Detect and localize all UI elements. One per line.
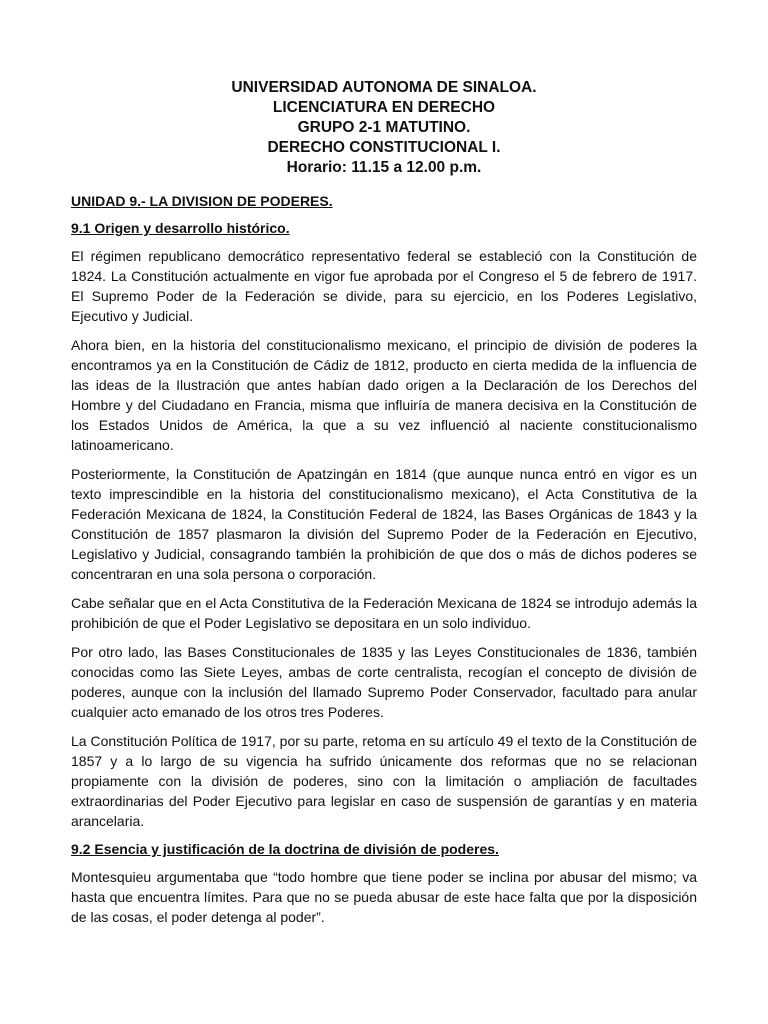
document-header bbox=[71, 78, 697, 178]
course-name: DERECHO CONSTITUCIONAL I. bbox=[267, 139, 501, 156]
paragraph: El régimen republicano democrático representativo federal se estableció con la Constitución de 1824. La Constitución actualmente en vigor fue aprobada por el Congreso el 5 de febrero de 1917. El Supremo Poder de la Federación se divide, para su ejercicio, en los Poderes Legislativo, Ejecutivo y Judicial. bbox=[71, 248, 697, 324]
paragraph: Ahora bien, en la historia del constitucionalismo mexicano, el principio de división de poderes la encontramos ya en la Constitución de Cádiz de 1812, producto en cierta medida de la influencia de las ideas de la Ilustración que antes habían dado origen a la Declaración de los Derechos del Hombre y del Ciudadano en Francia, misma que influiría de manera decisiva en la Constitución de los Estados Unidos de América, la que a su vez influenció al naciente constitucionalismo latinoamericano. bbox=[71, 337, 697, 453]
paragraph: Posteriormente, la Constitución de Apatzingán en 1814 (que aunque nunca entró en vigor es un texto imprescindible en la historia del constitucionalismo mexicano), el Acta Constitutiva de la Federación Mexicana de 1824, la Constitución Federal de 1824, las Bases Orgánicas de 1843 y la Constitución de 1857 plasmaron la división del Supremo Poder de la Federación en Ejecutivo, Legislativo y Judicial, consagrando también la prohibición de que dos o más de dichos poderes se concentraran en una sola persona o corporación. bbox=[71, 466, 697, 582]
schedule: Horario: 11.15 a 12.00 p.m. bbox=[286, 159, 482, 176]
section-title-9-1: 9.1 Origen y desarrollo histórico. bbox=[71, 220, 290, 236]
university-name: UNIVERSIDAD AUTONOMA DE SINALOA. bbox=[231, 79, 537, 96]
paragraph: Cabe señalar que en el Acta Constitutiva de la Federación Mexicana de 1824 se introdujo además la prohibición de que el Poder Legislativo se depositara en un solo individuo. bbox=[71, 595, 697, 631]
degree-program: LICENCIATURA EN DERECHO bbox=[272, 99, 496, 116]
paragraph: La Constitución Política de 1917, por su parte, retoma en su artículo 49 el texto de la Constitución de 1857 y a lo largo de su vigencia ha sufrido únicamente dos reformas que no se relacionan propiamente con la división de poderes, sino con la limitación o ampliación de facultades extraordinarias del Poder Ejecutivo para legislar en caso de suspensión de garantías y en materia arancelaria. bbox=[71, 733, 697, 829]
group-name: GRUPO 2-1 MATUTINO. bbox=[297, 119, 471, 136]
unit-title: UNIDAD 9.- LA DIVISION DE PODERES. bbox=[71, 193, 333, 209]
paragraph: Montesquieu argumentaba que “todo hombre que tiene poder se inclina por abusar del mismo; va hasta que encuentra límites. Para que no se pueda abusar de este hace falta que por la disposición de las cosas, el poder detenga al poder”. bbox=[71, 869, 697, 925]
document-page bbox=[71, 78, 697, 936]
paragraph: Por otro lado, las Bases Constitucionales de 1835 y las Leyes Constitucionales de 1836, también conocidas como las Siete Leyes, ambas de corte centralista, recogían el concepto de división de poderes, aunque con la inclusión del llamado Supremo Poder Conservador, facultado para anular cualquier acto emanado de los otros tres Poderes. bbox=[71, 644, 697, 720]
section-title-9-2: 9.2 Esencia y justificación de la doctrina de división de poderes. bbox=[71, 841, 499, 857]
